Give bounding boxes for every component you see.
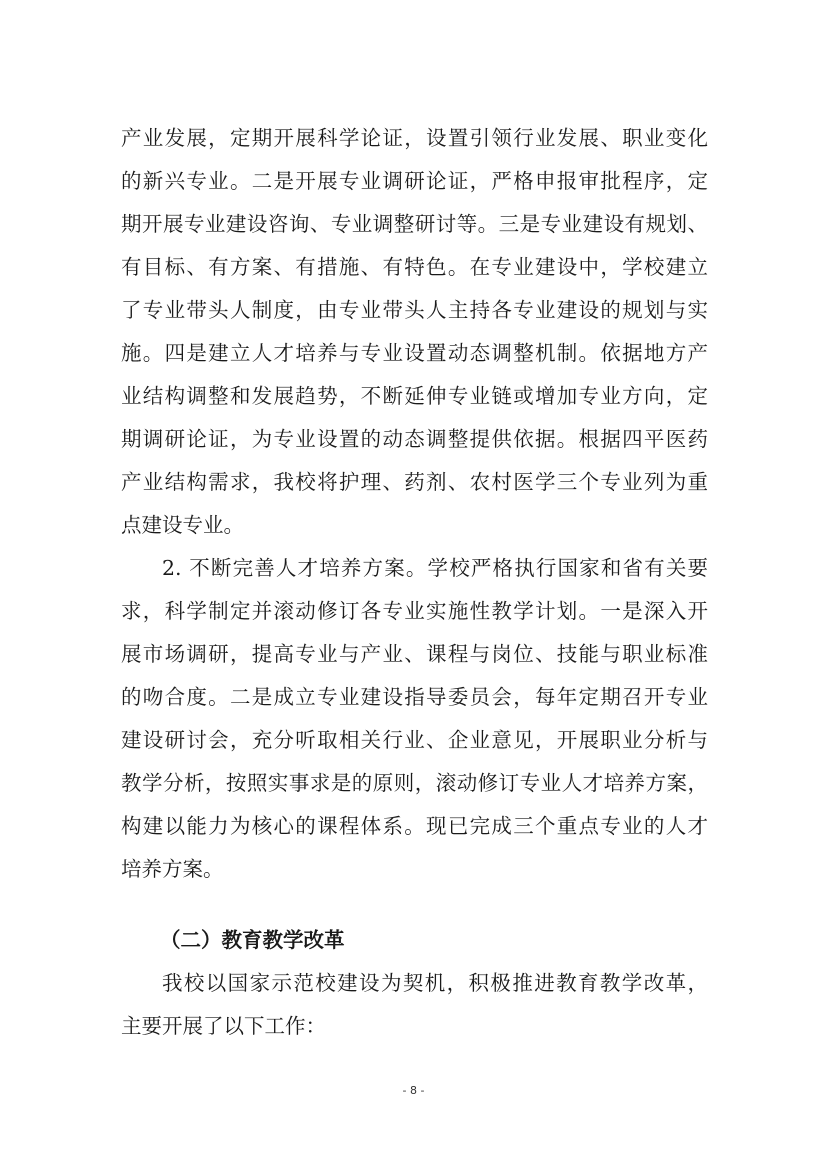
text-line: 产业结构需求，我校将护理、药剂、农村医学三个专业列为重 (121, 470, 708, 494)
text-line: 期开展专业建设咨询、专业调整研讨等。三是专业建设有规划、 (121, 212, 708, 236)
text-line: 的新兴专业。二是开展专业调研论证，严格申报审批程序，定 (121, 169, 708, 193)
text-line: 了专业带头人制度，由专业带头人主持各专业建设的规划与实 (121, 298, 708, 322)
text-line: 有目标、有方案、有措施、有特色。在专业建设中，学校建立 (121, 255, 708, 279)
section-heading: （二）教育教学改革 (160, 928, 345, 952)
text-line: 期调研论证，为专业设置的动态调整提供依据。根据四平医药 (121, 427, 708, 451)
text-line: 展市场调研，提高专业与产业、课程与岗位、技能与职业标准 (121, 642, 708, 666)
text-line: 的吻合度。二是成立专业建设指导委员会，每年定期召开专业 (121, 685, 708, 709)
text-line: 点建设专业。 (121, 513, 244, 537)
text-line: 2. 不断完善人才培养方案。学校严格执行国家和省有关要 (162, 556, 708, 580)
text-line: 我校以国家示范校建设为契机，积极推进教育教学改革， (162, 971, 708, 995)
text-line: 施。四是建立人才培养与专业设置动态调整机制。依据地方产 (121, 341, 708, 365)
page-number: - 8 - (402, 1084, 425, 1097)
text-line: 构建以能力为核心的课程体系。现已完成三个重点专业的人才 (121, 814, 708, 838)
text-line: 建设研讨会，充分听取相关行业、企业意见，开展职业分析与 (121, 728, 708, 752)
text-line: 产业发展，定期开展科学论证，设置引领行业发展、职业变化 (121, 126, 708, 150)
text-line: 主要开展了以下工作： (121, 1014, 326, 1038)
text-line: 业结构调整和发展趋势，不断延伸专业链或增加专业方向，定 (121, 384, 708, 408)
text-line: 培养方案。 (121, 857, 224, 881)
text-line: 求，科学制定并滚动修订各专业实施性教学计划。一是深入开 (121, 599, 708, 623)
text-line: 教学分析，按照实事求是的原则，滚动修订专业人才培养方案， (121, 771, 708, 795)
